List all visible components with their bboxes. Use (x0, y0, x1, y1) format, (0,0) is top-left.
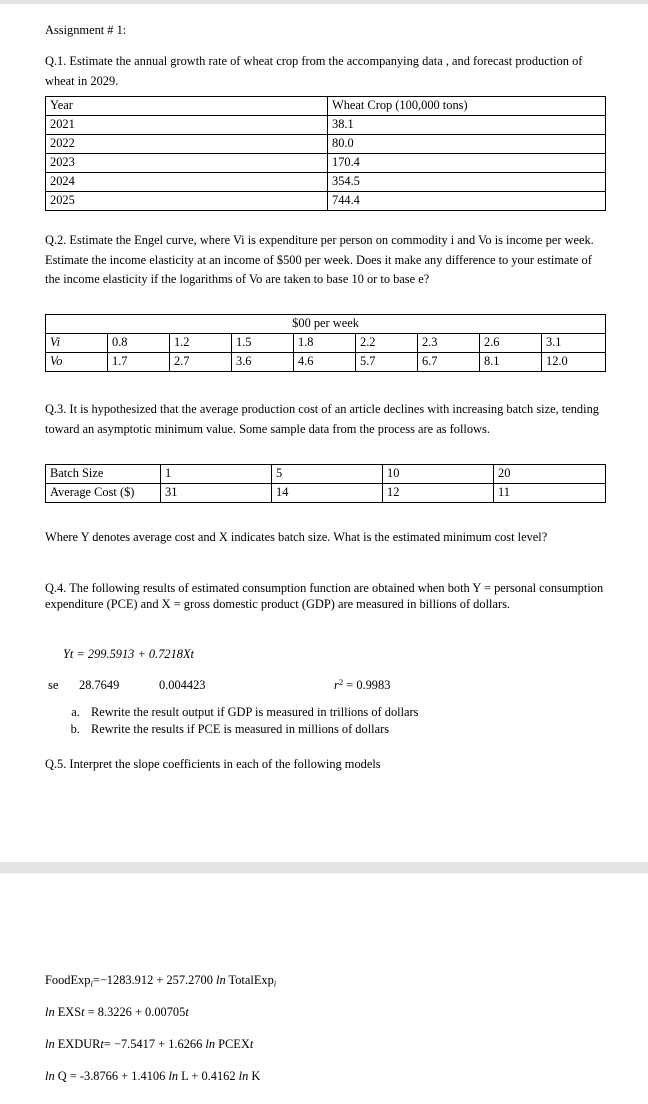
row-label-batch-size: Batch Size (46, 465, 161, 484)
row-label-vi: Vi (46, 334, 108, 353)
table-row-average-cost (46, 484, 606, 503)
table-row (46, 173, 606, 192)
batch-size-table-grid (45, 464, 606, 503)
engel-curve-table-grid (45, 314, 606, 372)
table-row-vi (46, 334, 606, 353)
cell-batch-size: 5 (272, 465, 383, 484)
m1-regressor-subscript: i (273, 978, 277, 989)
m3-ln-operator: ln (45, 1037, 55, 1051)
m3-body: = −7.5417 + 1.6266 (103, 1037, 206, 1051)
cell-batch-size: 1 (161, 465, 272, 484)
q5-model-3-equation (45, 1035, 605, 1053)
m3-regressor-subscript: t (249, 1037, 254, 1051)
table-row (46, 192, 606, 211)
r-squared-value: = 0.9983 (346, 677, 391, 692)
cell-wheat: 80.0 (328, 135, 606, 154)
q5-model-4 (45, 1067, 605, 1085)
q3-followup-paragraph: Where Y denotes average cost and X indicates batch size. What is the estimated minimum cost level? (45, 530, 548, 544)
row-label-average-cost: Average Cost ($) (46, 484, 161, 503)
question-1-text (45, 52, 605, 91)
q5-model-1 (45, 971, 605, 992)
assignment-title (45, 21, 605, 41)
m4-ln-operator-3: ln (238, 1069, 249, 1083)
engel-caption: $00 per week (46, 315, 606, 334)
page-gap-band-middle (0, 862, 648, 873)
m4-ln-operator: ln (45, 1069, 55, 1083)
cell-year: 2024 (46, 173, 328, 192)
q4-se-line (48, 673, 608, 694)
q3-paragraph: Q.3. It is hypothesized that the average production cost of an article declines with increasing batch size, tending toward an asymptotic minimum value. Some sample data from the process are as follows. (45, 402, 599, 436)
m1-subscript: i (90, 978, 93, 989)
m3-regressor: PCEX (215, 1037, 250, 1051)
m3-dependent: EXDUR (54, 1037, 101, 1051)
q5-model-2-equation (45, 1003, 605, 1021)
m2-trend-variable: t (185, 1005, 189, 1019)
assignment-title-text: Assignment # 1: (45, 23, 127, 37)
m2-ln-operator: ln (45, 1005, 55, 1019)
question-3-followup (45, 528, 605, 548)
m1-body: =−1283.912 + 257.2700 (92, 973, 217, 987)
r-squared-symbol: r (334, 677, 339, 692)
cell-vo: 1.7 (108, 353, 170, 372)
cell-vi: 2.3 (418, 334, 480, 353)
cell-year: 2021 (46, 116, 328, 135)
cell-vo: 4.6 (294, 353, 356, 372)
m1-ln-operator: ln (216, 973, 226, 987)
header-wheat-crop: Wheat Crop (100,000 tons) (328, 97, 606, 116)
wheat-crop-table-grid (45, 96, 606, 211)
q4-standard-errors (48, 673, 608, 694)
cell-average-cost: 11 (494, 484, 606, 503)
cell-batch-size: 20 (494, 465, 606, 484)
m3-ln-operator-2: ln (205, 1037, 216, 1051)
cell-vi: 1.8 (294, 334, 356, 353)
cell-wheat: 744.4 (328, 192, 606, 211)
m2-body: = 8.3226 + 0.00705 (84, 1005, 186, 1019)
table-row (46, 154, 606, 173)
q4-paragraph: Q.4. The following results of estimated consumption function are obtained when both Y = personal consumption expenditure (PCE) and X = gross domestic product (GDP) are measured in billions of dollars. (45, 581, 604, 612)
se-slope-value: 0.004423 (159, 677, 206, 692)
m3-subscript: t (100, 1037, 104, 1051)
cell-vo: 2.7 (170, 353, 232, 372)
q1-paragraph: Q.1. Estimate the annual growth rate of wheat crop from the accompanying data , and forecast production of wheat in 2029. (45, 54, 583, 88)
table-row-vo (46, 353, 606, 372)
m2-subscript: t (81, 1005, 85, 1019)
cell-vo: 3.6 (232, 353, 294, 372)
r-squared-exponent: 2 (338, 677, 344, 687)
cell-year: 2022 (46, 135, 328, 154)
cell-average-cost: 14 (272, 484, 383, 503)
cell-vo: 6.7 (418, 353, 480, 372)
q5-model-1-equation (45, 971, 605, 992)
cell-year: 2023 (46, 154, 328, 173)
cell-wheat: 170.4 (328, 154, 606, 173)
cell-average-cost: 12 (383, 484, 494, 503)
cell-vi: 1.5 (232, 334, 294, 353)
cell-wheat: 354.5 (328, 173, 606, 192)
question-2-text (45, 231, 605, 290)
cell-year: 2025 (46, 192, 328, 211)
header-year: Year (46, 97, 328, 116)
table-row-batch-size (46, 465, 606, 484)
se-label: se (48, 677, 59, 692)
cell-vi: 2.6 (480, 334, 542, 353)
question-5-text (45, 755, 605, 775)
question-3-text (45, 400, 605, 439)
cell-average-cost: 31 (161, 484, 272, 503)
q4-equation-text: Yt = 299.5913 + 0.7218Xt (63, 647, 194, 661)
q5-model-2 (45, 1003, 605, 1021)
q5-paragraph: Q.5. Interpret the slope coefficients in each of the following models (45, 757, 381, 771)
q4-equation (63, 645, 623, 663)
wheat-crop-table (45, 96, 605, 211)
m4-body: Q = -3.8766 + 1.4106 (54, 1069, 169, 1083)
m4-ln-operator-2: ln (168, 1069, 179, 1083)
batch-size-table (45, 464, 605, 503)
table-row (46, 135, 606, 154)
row-label-vo: Vo (46, 353, 108, 372)
cell-vi: 1.2 (170, 334, 232, 353)
m4-capital-term: K (248, 1069, 261, 1083)
cell-vi: 2.2 (356, 334, 418, 353)
cell-vo: 5.7 (356, 353, 418, 372)
m1-dependent: FoodExp (45, 973, 91, 987)
table-caption-row (46, 315, 606, 334)
cell-wheat: 38.1 (328, 116, 606, 135)
question-4-text (45, 580, 605, 613)
se-intercept-value: 28.7649 (79, 677, 120, 692)
list-item: b. Rewrite the results if PCE is measured in millions of dollars (83, 721, 605, 738)
cell-batch-size: 10 (383, 465, 494, 484)
table-header-row (46, 97, 606, 116)
m4-labor-term: L + 0.4162 (178, 1069, 239, 1083)
m2-dependent: EXS (54, 1005, 82, 1019)
cell-vi: 0.8 (108, 334, 170, 353)
q5-model-3 (45, 1035, 605, 1053)
table-row (46, 116, 606, 135)
q5-model-4-equation (45, 1067, 605, 1085)
question-4-subitems (45, 704, 605, 738)
cell-vi: 3.1 (542, 334, 606, 353)
cell-vo: 12.0 (542, 353, 606, 372)
list-item: a. Rewrite the result output if GDP is measured in trillions of dollars (83, 704, 605, 721)
q2-paragraph: Q.2. Estimate the Engel curve, where Vi is expenditure per person on commodity i and Vo is income per week. Estimate the income elasticity at an income of $500 per week. Does it make any difference to your estimate of the income elasticity if the logarithms of Vo are taken to base 10 or to base e? (45, 233, 594, 286)
cell-vo: 8.1 (480, 353, 542, 372)
engel-curve-table (45, 314, 605, 372)
m1-regressor: TotalExp (225, 973, 274, 987)
q4-item-list (45, 704, 605, 738)
